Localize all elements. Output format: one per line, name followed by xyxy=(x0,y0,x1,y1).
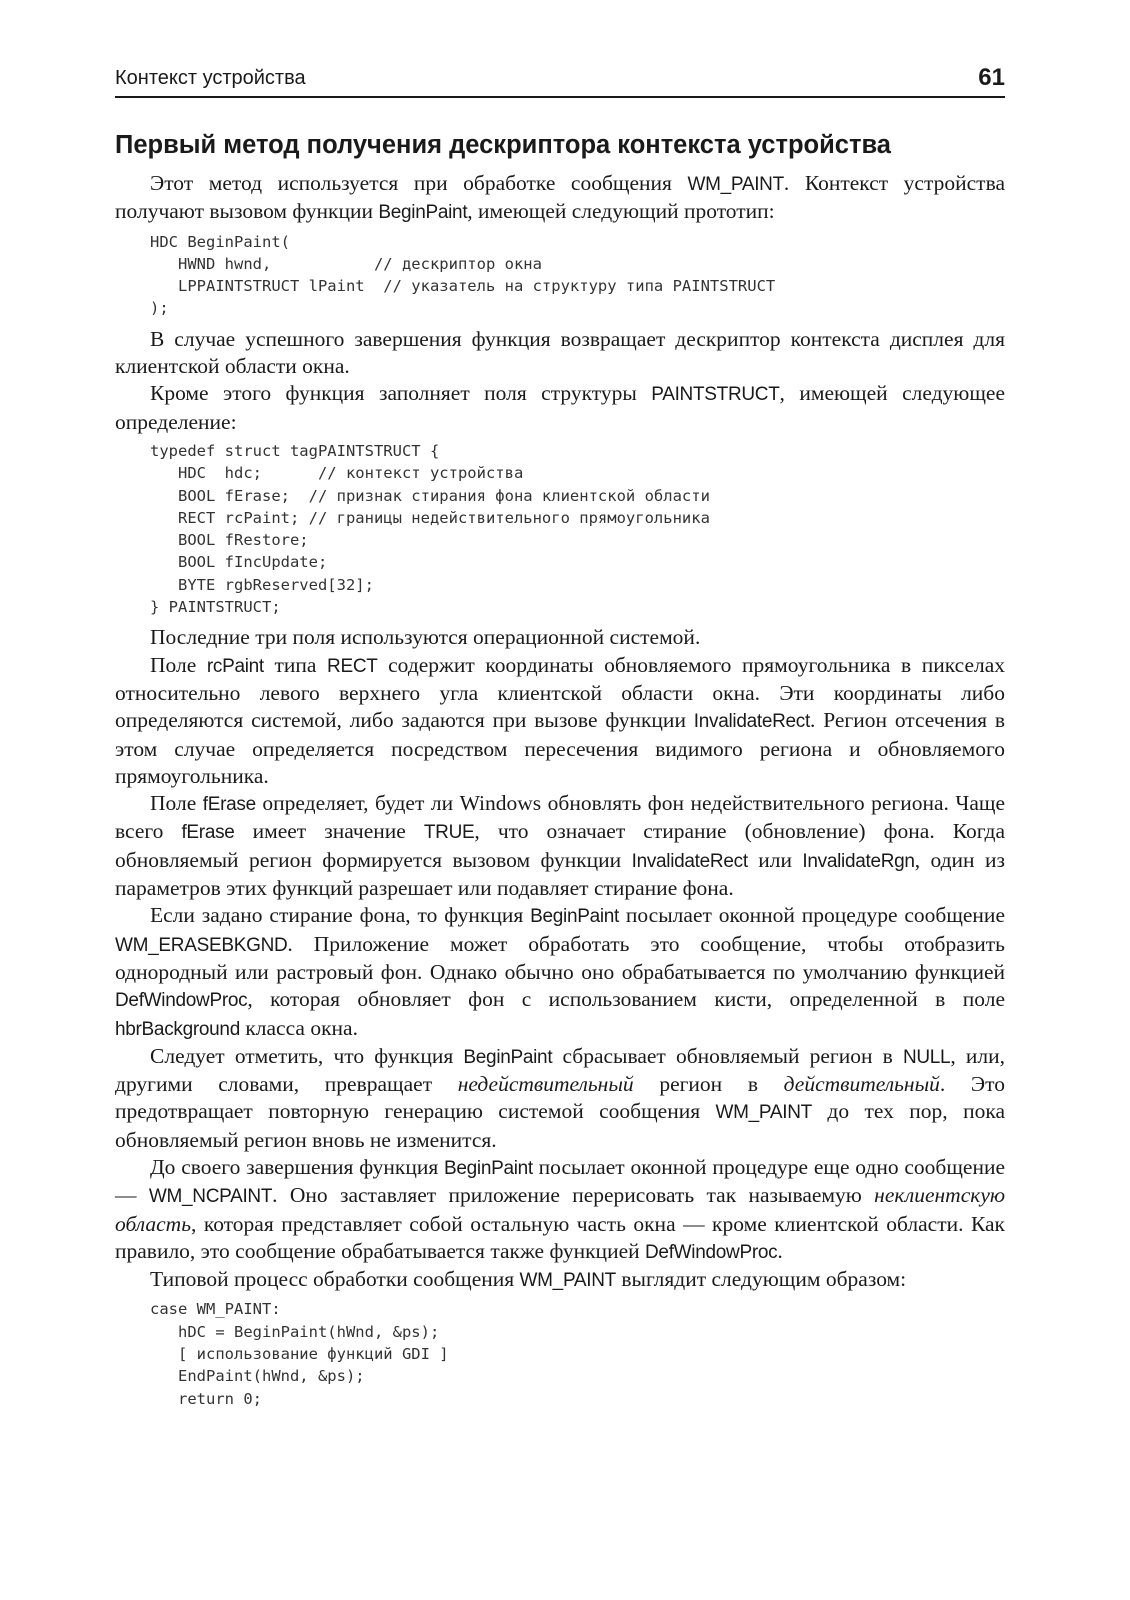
text-run: , что означает стирание (обновление) фона. Когда обновляемый регион формируется вызовом функции xyxy=(115,819,1005,872)
text-run: , имеющей следующий прототип: xyxy=(467,199,775,224)
code-term: WM_ERASEBKGND xyxy=(115,934,288,956)
code-block-beginpaint-prototype xyxy=(150,231,1005,320)
paragraph-4 xyxy=(115,624,1005,651)
text-run: выглядит следующим образом: xyxy=(615,1267,907,1292)
text-run: Поле xyxy=(150,791,203,816)
text-run: В случае успешного завершения функция возвращает дескриптор контекста дисплея для клиентской области окна. xyxy=(115,326,1005,379)
paragraph-9 xyxy=(115,1154,1005,1266)
code-line: case WM_PAINT: xyxy=(150,1300,281,1319)
code-line: hDC = BeginPaint(hWnd, &ps); xyxy=(150,1322,440,1341)
code-line: } PAINTSTRUCT; xyxy=(150,598,281,617)
text-run: . Регион отсечения в этом случае определяется посредством пересечения видимого региона и обновляемого прямоугольника. xyxy=(115,708,1005,788)
code-term: rcPaint xyxy=(206,655,264,677)
text-run: Если задано стирание фона, то функция xyxy=(150,903,531,928)
code-line: BOOL fRestore; xyxy=(150,531,309,550)
text-run: Поле xyxy=(150,652,207,677)
text-run: регион в xyxy=(633,1072,784,1097)
code-line: HDC BeginPaint( xyxy=(150,232,290,251)
code-line: return 0; xyxy=(150,1389,262,1408)
text-run: или xyxy=(747,847,803,872)
paragraph-10 xyxy=(115,1266,1005,1294)
paragraph-1 xyxy=(115,170,1005,227)
code-term: BeginPaint xyxy=(530,906,620,928)
text-run: Кроме этого функция заполняет поля структуры xyxy=(150,381,652,406)
text-run: Этот метод используется при обработке сообщения xyxy=(150,171,688,195)
emphasis: действительный xyxy=(783,1072,940,1097)
text-run: . Приложение может обработать это сообщение, чтобы отобразить однородный или растровый фон. Однако обычно оно обрабатывается по умолчанию функцией xyxy=(115,931,1005,984)
text-run: , имеющей следующее определение: xyxy=(115,381,1005,434)
code-term: fErase xyxy=(181,822,235,844)
chapter-title: Контекст устройства xyxy=(115,67,306,89)
text-run: Последние три поля используются операционной системой. xyxy=(150,625,701,650)
code-line: BYTE rgbReserved[32]; xyxy=(150,575,374,594)
code-term: DefWindowProc xyxy=(115,990,248,1012)
code-term: BeginPaint xyxy=(463,1046,553,1068)
code-term: WM_PAINT xyxy=(687,174,784,195)
code-term: InvalidateRgn xyxy=(802,850,915,872)
code-line: ); xyxy=(150,299,169,318)
code-term: WM_PAINT xyxy=(715,1102,812,1124)
text-run: имеет значение xyxy=(234,819,424,844)
text-run: . Оно заставляет приложение перерисовать так называемую xyxy=(272,1183,875,1208)
code-term: hbrBackground xyxy=(115,1018,240,1040)
text-run: Типовой процесс обработки сообщения xyxy=(150,1267,520,1292)
text-run: До своего завершения функция xyxy=(150,1154,444,1179)
text-run: типа xyxy=(263,652,328,677)
code-block-paintstruct xyxy=(150,440,1005,618)
text-run: , один из параметров этих функций разрешает или подавляет стирание фона. xyxy=(115,847,1005,901)
paragraph-8 xyxy=(115,1043,1005,1154)
code-term: InvalidateRect xyxy=(631,850,748,872)
code-line: BOOL fErase; // признак стирания фона клиентской области xyxy=(150,486,710,505)
code-line: [ использование функций GDI ] xyxy=(150,1345,449,1364)
text-run: , которая представляет собой остальную часть окна — кроме клиентской области. Как правило, это сообщение обрабатывается также функцией xyxy=(115,1211,1005,1263)
code-term: fErase xyxy=(202,794,256,816)
paragraph-7 xyxy=(115,902,1005,1042)
code-term: BeginPaint xyxy=(378,202,468,224)
text-run: до тех пор, пока обновляемый регион вновь не изменится. xyxy=(115,1099,1005,1152)
emphasis: неклиентскую область xyxy=(115,1183,1006,1236)
page-number: 61 xyxy=(978,64,1005,91)
code-term: RECT xyxy=(327,655,378,677)
code-term: PAINTSTRUCT xyxy=(651,384,780,406)
text-run: , или, другими словами, превращает xyxy=(115,1043,1005,1097)
text-run: посылает оконной процедуре еще одно сообщение — xyxy=(115,1154,1006,1208)
text-run: . xyxy=(777,1238,783,1263)
code-line: LPPAINTSTRUCT lPaint // указатель на структуру типа PAINTSTRUCT xyxy=(150,277,776,296)
text-run: Следует отметить, что функция xyxy=(150,1043,464,1068)
code-line: RECT rcPaint; // границы недействительного прямоугольника xyxy=(150,508,710,527)
text-run: класса окна. xyxy=(239,1015,358,1040)
code-line: HWND hwnd, // дескриптор окна xyxy=(150,254,542,273)
paragraph-3 xyxy=(115,380,1005,436)
code-term: BeginPaint xyxy=(444,1157,533,1179)
text-run: сбрасывает обновляемый регион в xyxy=(552,1043,903,1068)
code-line: typedef struct tagPAINTSTRUCT { xyxy=(150,441,440,460)
code-term: TRUE xyxy=(423,822,475,844)
code-term: DefWindowProc xyxy=(645,1241,778,1263)
code-line: BOOL fIncUpdate; xyxy=(150,553,328,572)
text-run: . Контекст устройства получают вызовом функции xyxy=(115,171,1005,224)
paragraph-2 xyxy=(115,326,1005,381)
text-run: содержит координаты обновляемого прямоугольника в пикселах относительно левого верхнего угла клиентской области окна. Эти координаты либо определяются системой, либо задаются при вызове функции xyxy=(115,652,1006,733)
running-header xyxy=(115,62,1005,98)
code-term: InvalidateRect xyxy=(693,711,810,733)
text-run: посылает оконной процедуре сообщение xyxy=(619,903,1005,928)
code-block-wm-paint-handler xyxy=(150,1298,1005,1409)
code-term: WM_NCPAINT xyxy=(148,1186,273,1208)
code-term: WM_PAINT xyxy=(519,1270,616,1292)
paragraph-5 xyxy=(115,652,1005,790)
code-term: NULL xyxy=(902,1046,951,1068)
code-line: EndPaint(hWnd, &ps); xyxy=(150,1367,365,1386)
text-run: . Это предотвращает повторную генерацию системой сообщения xyxy=(115,1072,1005,1124)
section-heading: Первый метод получения дескриптора контекста устройства xyxy=(115,131,891,159)
emphasis: недействительный xyxy=(457,1072,634,1097)
code-line: HDC hdc; // контекст устройства xyxy=(150,464,524,483)
text-run: , которая обновляет фон с использованием кисти, определенной в поле xyxy=(247,987,1005,1012)
text-run: определяет, будет ли Windows обновлять фон недействительного региона. Чаще всего xyxy=(115,791,1006,844)
paragraph-6 xyxy=(115,790,1005,902)
page-body xyxy=(115,128,1005,1416)
